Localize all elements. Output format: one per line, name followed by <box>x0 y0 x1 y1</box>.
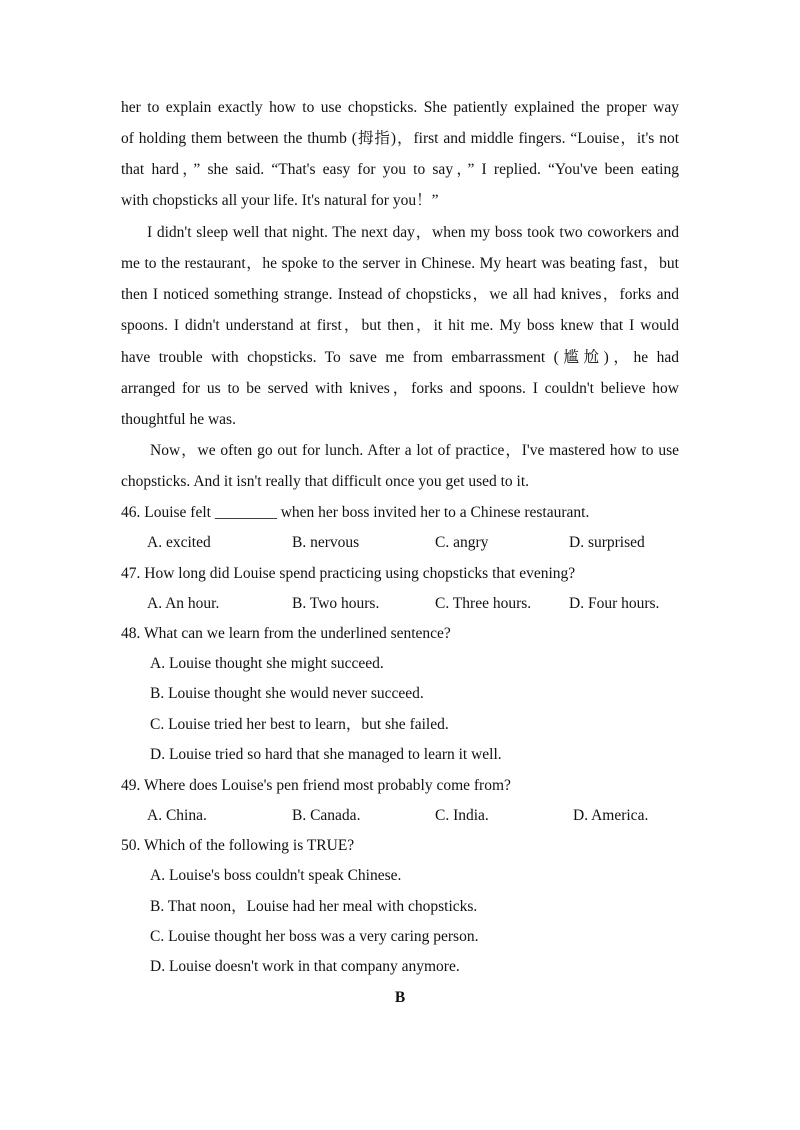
answer-option: D. surprised <box>569 534 645 551</box>
answer-option: A. Louise's boss couldn't speak Chinese. <box>150 867 402 884</box>
answer-option: D. Louise tried so hard that she managed to learn it well. <box>150 746 502 763</box>
answer-option: C. angry <box>435 534 489 551</box>
answer-option: B. nervous <box>292 534 360 551</box>
passage-line: have trouble with chopsticks. To save me from embarrassment (尴尬)，he had <box>121 349 679 366</box>
answer-option: B. That noon，Louise had her meal with chopsticks. <box>150 898 478 915</box>
answer-option: A. An hour. <box>147 595 220 612</box>
answer-option: B. Canada. <box>292 807 361 824</box>
passage-line: thoughtful he was. <box>121 411 236 428</box>
question-stem: 50. Which of the following is TRUE? <box>121 837 355 854</box>
question-stem: 48. What can we learn from the underlined sentence? <box>121 625 451 642</box>
question-stem: 47. How long did Louise spend practicing using chopsticks that evening? <box>121 565 576 582</box>
question-stem: 49. Where does Louise's pen friend most probably come from? <box>121 777 511 794</box>
answer-option: A. excited <box>147 534 211 551</box>
answer-option: C. Three hours. <box>435 595 532 612</box>
answer-option: C. Louise tried her best to learn，but she failed. <box>150 716 449 733</box>
passage-line: of holding them between the thumb (拇指)，first and middle fingers. “Louise，it's not <box>121 130 679 147</box>
passage-line: spoons. I didn't understand at first，but then，it hit me. My boss knew that I would <box>121 317 679 334</box>
answer-option: D. Four hours. <box>569 595 660 612</box>
answer-option: B. Two hours. <box>292 595 380 612</box>
answer-option: B. Louise thought she would never succeed. <box>150 685 424 702</box>
passage-line: me to the restaurant，he spoke to the server in Chinese. My heart was beating fast，but <box>121 255 679 272</box>
passage-line: chopsticks. And it isn't really that difficult once you get used to it. <box>121 473 530 490</box>
question-stem: 46. Louise felt ________ when her boss invited her to a Chinese restaurant. <box>121 504 590 521</box>
passage-line: that hard，” she said. “That's easy for you to say，” I replied. “You've been eating <box>121 161 679 178</box>
passage-line: I didn't sleep well that night. The next day，when my boss took two coworkers and <box>147 224 679 241</box>
answer-option: A. China. <box>147 807 207 824</box>
answer-option: A. Louise thought she might succeed. <box>150 655 384 672</box>
passage-line: Now，we often go out for lunch. After a lot of practice，I've mastered how to use <box>150 442 679 459</box>
passage-line: with chopsticks all your life. It's natural for you！” <box>121 192 439 209</box>
passage-line: then I noticed something strange. Instead of chopsticks，we all had knives，forks and <box>121 286 679 303</box>
passage-line: arranged for us to be served with knives，forks and spoons. I couldn't believe how <box>121 380 679 397</box>
answer-option: C. India. <box>435 807 489 824</box>
passage-line: her to explain exactly how to use chopsticks. She patiently explained the proper way <box>121 99 679 116</box>
section-heading: B <box>394 989 406 1006</box>
answer-option: D. Louise doesn't work in that company anymore. <box>150 958 460 975</box>
answer-option: C. Louise thought her boss was a very caring person. <box>150 928 479 945</box>
answer-option: D. America. <box>573 807 649 824</box>
